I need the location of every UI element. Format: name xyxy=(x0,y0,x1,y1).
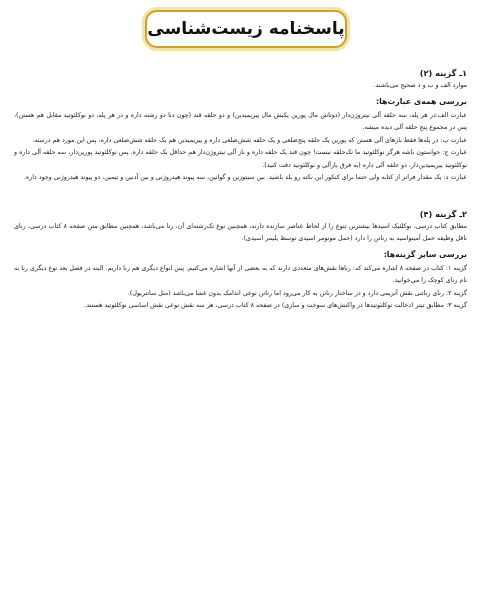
answer-1-statement-alef: عبارت الف:در هر پله، سه حلقه آلی نیتروژن‌دار (دوتاش مال پورین یکیش مال پیریمیدین) و دو حلقه قند (چون دنا دو رشته داره و در هر پله، دو نوکلئوتید مقابل هم هستن)، پس در مجموع پنج حلقه آلی دیده میشه. xyxy=(14,111,467,131)
answer-2-option-3: گزینه ۳: مطابق تیتر (دخالت نوکلئوتیدها در واکنش‌های سوخت و سازی) در صفحه ۸ کتاب درسی، هر سه نقش نوعی نقش اساسی نوکلئوتید هستند. xyxy=(84,302,467,309)
answer-1-heading: ۱ـ گزینه (۲) xyxy=(419,68,467,78)
answer-1 xyxy=(14,66,467,185)
answer-2 xyxy=(14,207,467,313)
answer-1-statement-jim: عبارت ج: حواستون باشه هرگز نوکلئوتید ما تک‌حلقه نیست! چون قند یک حلقه داره و باز آلی نیتروژن‌دار هم حداقل یک حلقه داره. پس نوکلئوتید پورین‌دار، سه حلقه آلی داره و نوکلئوتید پیریمیدین‌دار، دو حلقه آلی داره (به فرق بازآلی و نوکلئوتید دقت کنید). xyxy=(14,149,467,169)
answer-1-intro: موارد الف و ب و د صحیح می‌باشند. xyxy=(373,82,467,89)
answer-2-option-1: گزینه ۱: کتاب در صفحه ۸ اشاره می‌کند که: رناها نقش‌های متعددی دارند که به بعضی از آنها اشاره می‌کنیم. پس انواع دیگری هم رنا داریم. البته در فصل بعد نوع دیگری رنا به نام رنای کوچک را می‌خوانید. xyxy=(14,264,467,284)
answers-content xyxy=(14,66,467,313)
answer-1-statement-dal: عبارت د: یک مقدار فراتر از کتابه ولی حتما برای کنکور این نکته رو بلد باشید. بین سیتوزین و گوانین، سه پیوند هیدروژنی و بین آدنین و تیمین، دو پیوند هیدروژنی وجود داره. xyxy=(23,174,467,181)
answer-2-review-heading: بررسی سایر گزینه‌ها: xyxy=(383,249,467,259)
answer-2-option-2: گزینه ۲: رنای رناتنی نقش آنزیمی دارد و در ساختار رناتن به کار می‌رود اما رناتن نوعی اندامک بدون غشا می‌باشد (مثل سانتریول). xyxy=(127,289,467,297)
page-title-box xyxy=(145,10,347,48)
answer-1-statement-be: عبارت ب: در پله‌ها فقط بازهای آلی هستن که پورین یک حلقه پنج‌ضلعی و یک حلقه شش‌ضلعی داره و پیریمیدین هم یک حلقه شش‌ضلعی داره، پس این مورد هم درسته. xyxy=(32,136,467,144)
page-title: پاسخنامه زیست‌شناسی xyxy=(147,19,345,39)
answer-2-heading: ۲ـ گزینه (۴) xyxy=(419,208,467,219)
answer-2-intro: مطابق کتاب درسی، نوکلئیک اسیدها بیشترین تنوع را از لحاظ عناصر سازنده دارند، همچنین نوع تک‌رشته‌ای آن، رنا می‌باشد، همچنین مطابق متن صفحه ۸ کتاب درسی، رنای ناقل وظیفه حمل آمینواسید به رناتن را دارد (حمل مونومر اسیدی توسط پلیمر اسیدی). xyxy=(14,222,467,242)
answer-1-review-heading: بررسی همه‌ی عبارت‌ها: xyxy=(376,96,467,106)
